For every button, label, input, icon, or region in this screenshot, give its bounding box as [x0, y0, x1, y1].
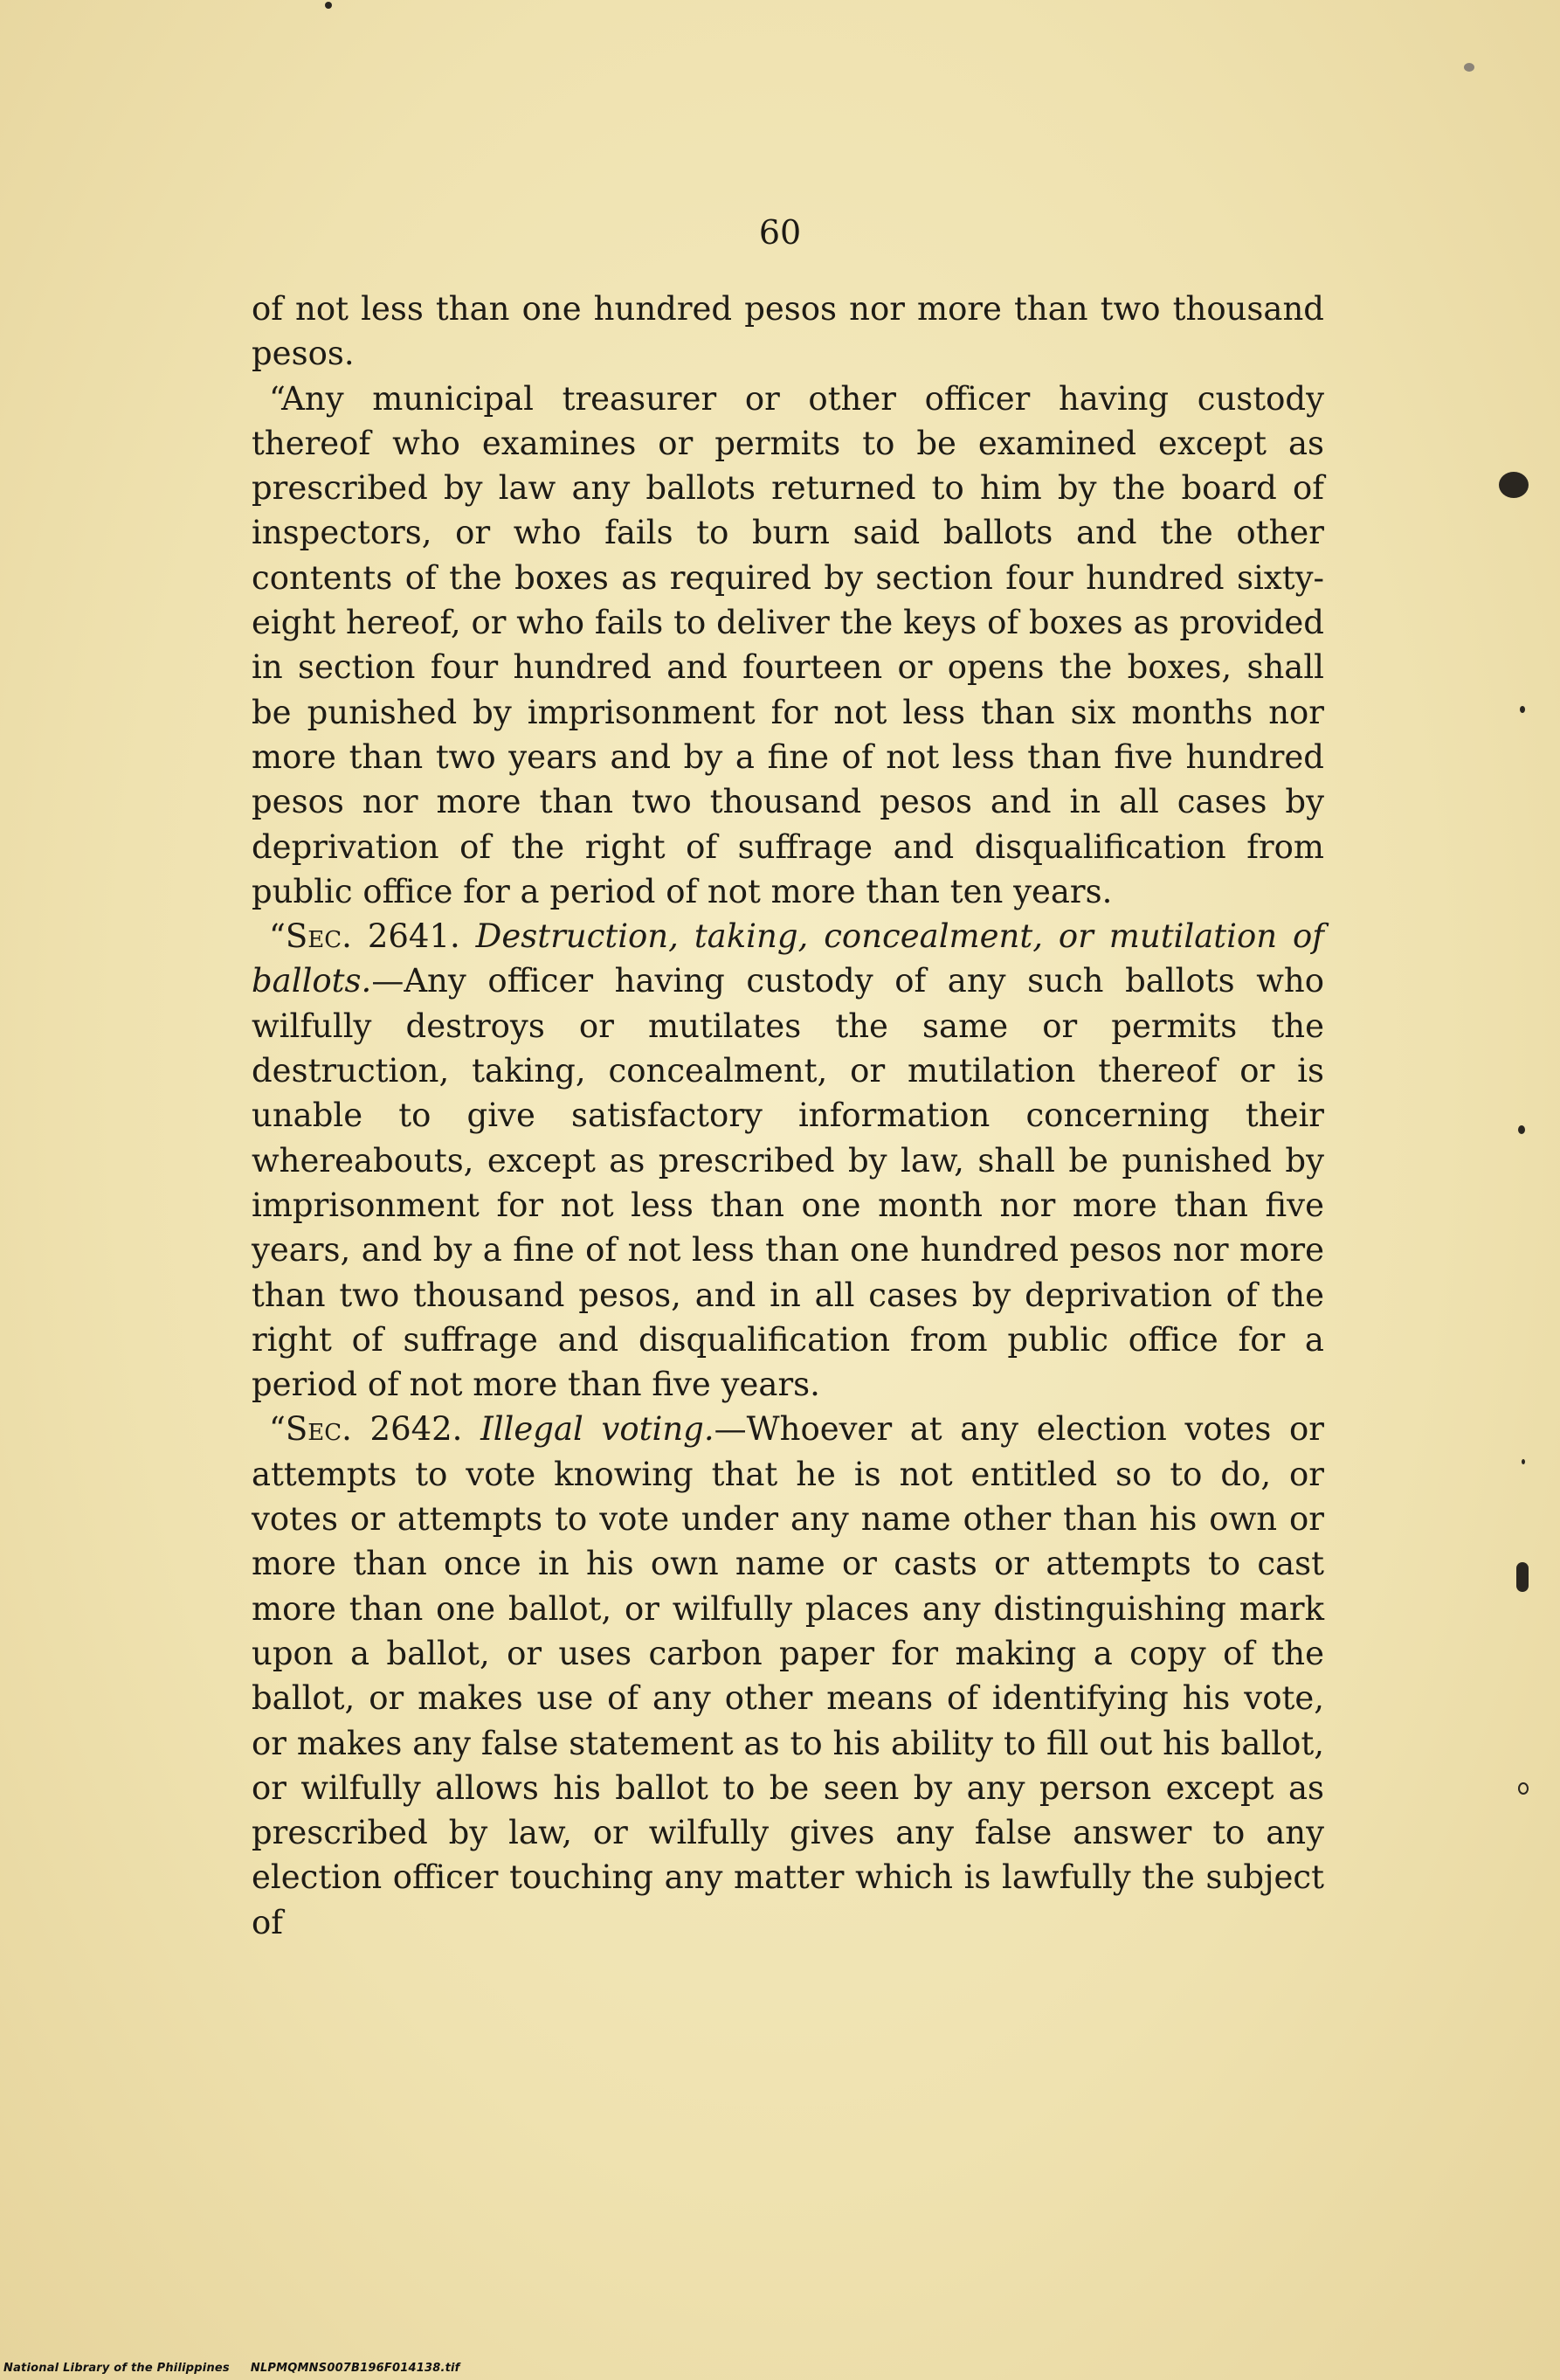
library-credit: National Library of the Philippines	[3, 2362, 230, 2375]
section-2642-paragraph	[252, 1407, 1324, 1945]
scan-speck	[325, 2, 332, 9]
section-label: Sec.	[285, 1410, 352, 1449]
paragraph-continuation: of not less than one hundred pesos nor more than two thousand pesos.	[252, 290, 1324, 373]
section-title: Destruction, taking, concealment, or mutilation of ballots.	[252, 917, 1324, 1000]
section-body: —Any officer having custody of any such ballots who wilfully destroys or mutilates the same or permits the destruction, taking, concealment, or mutilation thereof or is unable to give satisfactory information concerning their whereabouts, except as prescribed by law, shall be punished by imprisonment for not less than one month nor more than five years, and by a fine of not less than one hundred pesos nor more than two thousand pesos, and in all cases by deprivation of the right of suffrage and disqualification from public office for a period of not more than five years.	[252, 962, 1324, 1404]
open-quote: “	[269, 1410, 286, 1449]
scan-speck	[1516, 1562, 1529, 1592]
scan-speck	[1520, 706, 1525, 713]
scan-speck	[1518, 1782, 1529, 1795]
open-quote: “	[269, 917, 286, 956]
paragraph-treasurer-custody: “Any municipal treasurer or other officer having custody thereof who examines or permits to be examined except as prescribed by law any ballots returned to him by the board of inspectors, or who fails to burn said ballots and the other contents of the boxes as required by section four hundred sixty-eight hereof, or who fails to deliver the keys of boxes as provided in section four hundred and fourteen or opens the boxes, shall be punished by imprisonment for not less than six months nor more than two years and by a fine of not less than five hundred pesos nor more than two thousand pesos and in all cases by deprivation of the right of suffrage and disqualification from public office for a period of not more than ten years.	[252, 379, 1324, 910]
section-2641-paragraph	[252, 914, 1324, 1407]
section-label: Sec.	[285, 917, 352, 956]
section-number: 2642.	[351, 1410, 481, 1449]
section-title: Illegal voting.	[480, 1410, 714, 1449]
scan-speck	[1499, 472, 1529, 498]
scan-speck	[1464, 63, 1474, 72]
scan-file-id: NLPMQMNS007B196F014138.tif	[250, 2362, 460, 2375]
scan-speck	[1522, 1459, 1525, 1464]
scan-footer	[3, 2362, 460, 2375]
section-body: —Whoever at any election votes or attempts to vote knowing that he is not entitled so to do, or votes or attempts to vote under any name other than his own or more than once in his own name or casts or attempts to cast more than one ballot, or wilfully places any distinguishing mark upon a ballot, or uses carbon paper for making a copy of the ballot, or makes use of any other means of identifying his vote, or makes any false statement as to his ability to fill out his ballot, or wilfully allows his ballot to be seen by any person except as prescribed by law, or wilfully gives any false answer to any election officer touching any matter which is lawfully the subject of	[252, 1410, 1324, 1941]
section-number: 2641.	[351, 917, 476, 956]
scan-speck	[1518, 1125, 1525, 1134]
page-number: 60	[758, 213, 802, 252]
body-text	[252, 287, 1324, 1945]
